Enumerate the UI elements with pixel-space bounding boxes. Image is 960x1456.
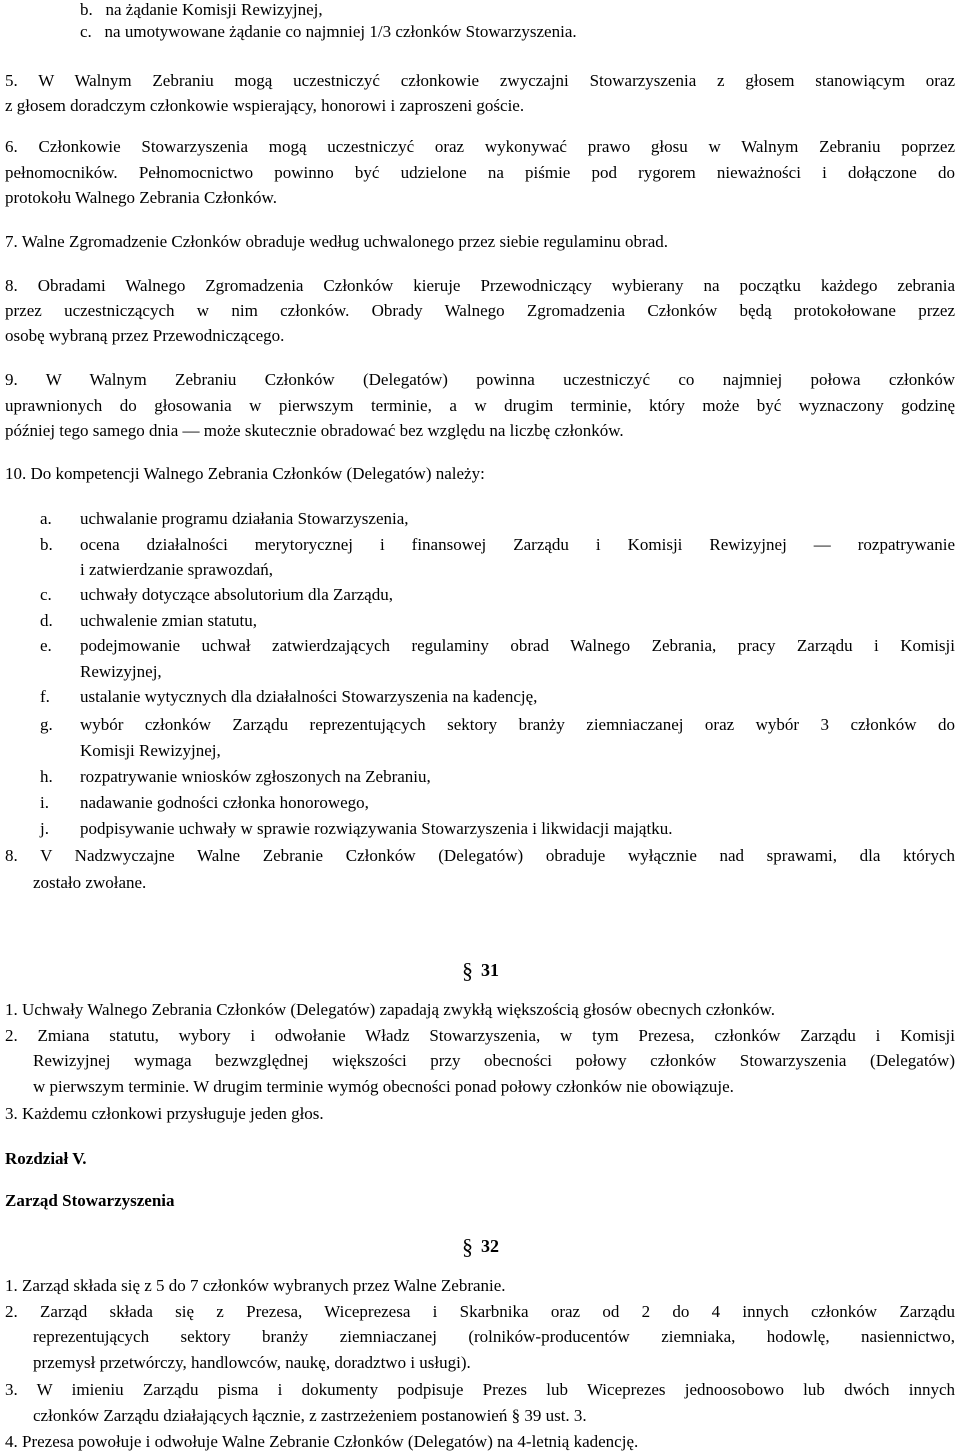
text-line: b. na żądanie Komisji Rewizyjnej, [80, 0, 323, 19]
text-line: z głosem doradczym członkowie wspierający, honorowi i zaproszeni goście. [5, 96, 525, 115]
list-marker: e. [40, 636, 52, 655]
list-marker: g. [40, 715, 53, 734]
text-line: 9. W Walnym Zebraniu Członków (Delegatów) powinna uczestniczyć co najmniej połowa członków [5, 370, 955, 389]
list-item: ocena działalności merytorycznej i finansowej Zarządu i Komisji Rewizyjnej — rozpatrywanie [80, 535, 955, 554]
list-item: ustalanie wytycznych dla działalności Stowarzyszenia na kadencję, [80, 687, 538, 706]
section-symbol: § [462, 958, 473, 983]
list-item: Rewizyjnej, [80, 662, 162, 681]
list-item: wybór członków Zarządu reprezentujących sektory branży ziemniaczanej oraz wybór 3 członków do [80, 715, 955, 734]
text-line: 3. W imieniu Zarządu pisma i dokumenty podpisuje Prezes lub Wiceprezes jednoosobowo lub dwóch innych [5, 1380, 955, 1399]
section-heading-31 [462, 956, 499, 982]
list-item: Komisji Rewizyjnej, [80, 741, 221, 760]
list-item: podejmowanie uchwał zatwierdzających regulaminy obrad Walnego Zebrania, pracy Zarządu i Komisji [80, 636, 955, 655]
text-line: Rewizyjnej wymaga bezwzględnej większości przy obecności połowy członków Stowarzyszenia (Delegatów) [33, 1051, 955, 1070]
text-line: 5. W Walnym Zebraniu mogą uczestniczyć członkowie zwyczajni Stowarzyszenia z głosem stanowiącym oraz [5, 71, 955, 90]
text-line: zostało zwołane. [33, 873, 147, 892]
text-line: 8. Obradami Walnego Zgromadzenia Członków kieruje Przewodniczący wybierany na początku każdego zebrania [5, 276, 955, 295]
text-line: uprawnionych do głosowania w pierwszym terminie, a w drugim terminie, który może być wyznaczony godzinę [5, 396, 955, 415]
text-line: 2. Zarząd składa się z Prezesa, Wiceprezesa i Skarbnika oraz od 2 do 4 innych członków Zarządu [5, 1302, 955, 1321]
text-line: 10. Do kompetencji Walnego Zebrania Członków (Delegatów) należy: [5, 464, 485, 483]
list-marker: h. [40, 767, 53, 786]
list-item: uchwalenie zmian statutu, [80, 611, 258, 630]
text-line: 1. Zarząd składa się z 5 do 7 członków wybranych przez Walne Zebranie. [5, 1276, 506, 1295]
text-line: osobę wybraną przez Przewodniczącego. [5, 326, 285, 345]
text-line: 4. Prezesa powołuje i odwołuje Walne Zebranie Członków (Delegatów) na 4-letnią kadencję. [5, 1432, 639, 1451]
text-line: później tego samego dnia — może skutecznie obradować bez względu na liczbę członków. [5, 421, 624, 440]
text-line: 1. Uchwały Walnego Zebrania Członków (Delegatów) zapadają zwykłą większością głosów obecnych członków. [5, 1000, 775, 1019]
list-marker: f. [40, 687, 50, 706]
text-line: w pierwszym terminie. W drugim terminie wymóg obecności ponad połowy członków nie obowiązuje. [33, 1077, 734, 1096]
chapter-title: Zarząd Stowarzyszenia [5, 1191, 175, 1210]
section-number: 31 [481, 960, 499, 980]
text-line: 7. Walne Zgromadzenie Członków obraduje według uchwalonego przez siebie regulaminu obrad. [5, 232, 668, 251]
text-line: c. na umotywowane żądanie co najmniej 1/3 członków Stowarzyszenia. [80, 22, 577, 41]
list-marker: i. [40, 793, 49, 812]
text-line: członków Zarządu działających łącznie, z zastrzeżeniem postanowień § 39 ust. 3. [33, 1406, 587, 1425]
text-line: protokołu Walnego Zebrania Członków. [5, 188, 277, 207]
list-marker: a. [40, 509, 52, 528]
text-line: 2. Zmiana statutu, wybory i odwołanie Władz Stowarzyszenia, w tym Prezesa, członków Zarządu i Komisji [5, 1026, 955, 1045]
text-line: 8. V Nadzwyczajne Walne Zebranie Członków (Delegatów) obraduje wyłącznie nad sprawami, dla których [5, 846, 955, 865]
text-line: pełnomocników. Pełnomocnictwo powinno być udzielone na piśmie pod rygorem nieważności i dołączone do [5, 163, 955, 182]
text-line: przez uczestniczących w nim członków. Obrady Walnego Zgromadzenia Członków będą protokołowane przez [5, 301, 955, 320]
list-item: nadawanie godności członka honorowego, [80, 793, 369, 812]
text-line: reprezentujących sektory branży ziemniaczanej (rolników-producentów ziemniaka, hodowlę, nasiennictwo, [33, 1327, 955, 1346]
list-item: rozpatrywanie wniosków zgłoszonych na Zebraniu, [80, 767, 431, 786]
list-item: i zatwierdzanie sprawozdań, [80, 560, 274, 579]
list-item: podpisywanie uchwały w sprawie rozwiązywania Stowarzyszenia i likwidacji majątku. [80, 819, 673, 838]
section-heading-32 [462, 1232, 499, 1258]
section-number: 32 [481, 1236, 499, 1256]
text-line: 6. Członkowie Stowarzyszenia mogą uczestniczyć oraz wykonywać prawo głosu w Walnym Zebraniu poprzez [5, 137, 955, 156]
list-item: uchwalanie programu działania Stowarzyszenia, [80, 509, 409, 528]
text-line: przemysł przetwórczy, handlowców, naukę, doradztwo i usługi). [33, 1353, 471, 1372]
section-symbol: § [462, 1234, 473, 1259]
list-marker: j. [40, 819, 49, 838]
list-marker: d. [40, 611, 53, 630]
list-item: uchwały dotyczące absolutorium dla Zarządu, [80, 585, 393, 604]
chapter-heading: Rozdział V. [5, 1149, 87, 1168]
list-marker: c. [40, 585, 52, 604]
text-line: 3. Każdemu członkowi przysługuje jeden głos. [5, 1104, 324, 1123]
list-marker: b. [40, 535, 53, 554]
